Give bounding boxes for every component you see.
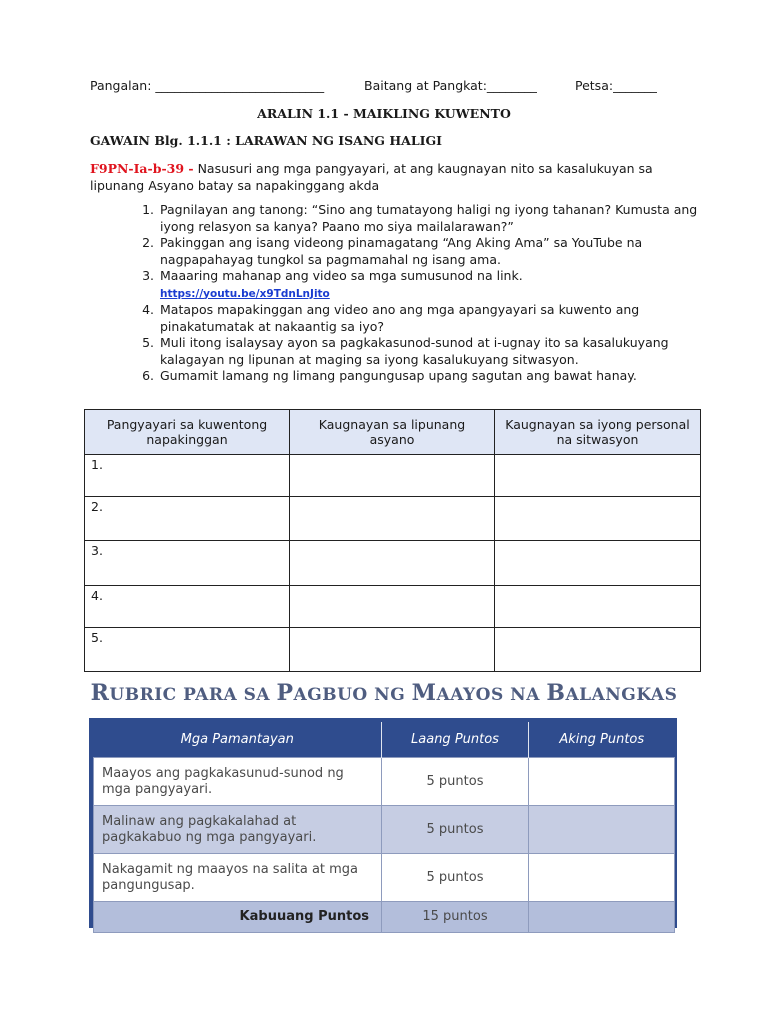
objective <box>90 160 690 194</box>
rubric-header <box>94 722 675 758</box>
answer-cell[interactable] <box>495 628 701 672</box>
rubric-title: RUBRIC PARA SA PAGBUO NG MAAYOS NA BALANGKAS <box>90 680 678 706</box>
column-header: Pangyayari sa kuwentong napakinggan <box>85 410 290 455</box>
row-number[interactable]: 4. <box>85 586 290 628</box>
points-cell: 5 puntos <box>382 806 529 854</box>
answer-cell[interactable] <box>495 455 701 497</box>
column-header: Aking Puntos <box>529 722 675 758</box>
competency-code: F9PN-Ia-b-39 - <box>90 161 194 176</box>
column-header: Laang Puntos <box>382 722 529 758</box>
column-header: Mga Pamantayan <box>94 722 382 758</box>
my-points-cell[interactable] <box>529 758 675 806</box>
column-header: Kaugnayan sa lipunang asyano <box>290 410 495 455</box>
instruction-list <box>138 202 718 385</box>
instruction-item <box>158 268 718 302</box>
name-field-label: Pangalan: ___________________________ <box>90 78 325 93</box>
instruction-item <box>158 202 718 235</box>
total-label: Kabuuang Puntos <box>94 902 382 933</box>
instruction-item <box>158 335 718 368</box>
grade-field-label: Baitang at Pangkat:________ <box>364 78 537 93</box>
table-row <box>85 541 701 586</box>
answer-cell[interactable] <box>495 586 701 628</box>
instruction-text: Gumamit lamang ng limang pangungusap upang sagutan ang bawat hanay. <box>160 368 637 383</box>
instruction-text: Muli itong isalaysay ayon sa pagkakasunod-sunod at i-ugnay ito sa kasalukuyang kalagayan ng lipunan at maging sa iyong kasalukuyang sitwasyon. <box>160 335 669 367</box>
answer-cell[interactable] <box>290 628 495 672</box>
instruction-item <box>158 235 718 268</box>
points-cell: 5 puntos <box>382 758 529 806</box>
points-cell: 5 puntos <box>382 854 529 902</box>
table-row <box>85 497 701 541</box>
row-number[interactable]: 1. <box>85 455 290 497</box>
column-header: Kaugnayan sa iyong personal na sitwasyon <box>495 410 701 455</box>
rubric-row <box>94 854 675 902</box>
answer-table-header <box>85 410 701 455</box>
answer-cell[interactable] <box>290 497 495 541</box>
table-row <box>85 455 701 497</box>
instruction-item <box>158 368 718 385</box>
total-points: 15 puntos <box>382 902 529 933</box>
criteria-cell: Malinaw ang pagkakalahad at pagkakabuo ng mga pangyayari. <box>94 806 382 854</box>
rubric-table <box>93 722 675 933</box>
instruction-item <box>158 302 718 335</box>
instruction-text: Pakinggan ang isang videong pinamagatang “Ang Aking Ama” sa YouTube na nagpapahayag tungkol sa pagmamahal ng isang ama. <box>160 235 643 267</box>
table-row <box>85 628 701 672</box>
answer-table <box>84 409 701 672</box>
answer-cell[interactable] <box>495 541 701 586</box>
row-number[interactable]: 5. <box>85 628 290 672</box>
my-points-cell[interactable] <box>529 854 675 902</box>
activity-title: GAWAIN Blg. 1.1.1 : LARAWAN NG ISANG HALIGI <box>90 133 442 148</box>
answer-cell[interactable] <box>290 586 495 628</box>
objective-text: Nasusuri ang mga pangyayari, at ang kaugnayan nito sa kasalukuyan sa lipunang Asyano batay sa napakinggang akda <box>90 161 653 193</box>
date-field-label: Petsa:_______ <box>575 78 657 93</box>
my-total-cell[interactable] <box>529 902 675 933</box>
rubric-row <box>94 806 675 854</box>
instruction-text: Matapos mapakinggan ang video ano ang mga apangyayari sa kuwento ang pinakatumatak at nakaantig sa iyo? <box>160 302 640 334</box>
rubric-row <box>94 758 675 806</box>
lesson-title: ARALIN 1.1 - MAIKLING KUWENTO <box>257 106 511 121</box>
row-number[interactable]: 3. <box>85 541 290 586</box>
rubric-total-row <box>94 902 675 933</box>
my-points-cell[interactable] <box>529 806 675 854</box>
instruction-text: Maaaring mahanap ang video sa mga sumusunod na link. <box>160 268 523 283</box>
criteria-cell: Nakagamit ng maayos na salita at mga pangungusap. <box>94 854 382 902</box>
table-row <box>85 586 701 628</box>
instruction-text: Pagnilayan ang tanong: “Sino ang tumatayong haligi ng iyong tahanan? Kumusta ang iyong relasyon sa kanya? Paano mo siya mailalarawan?” <box>160 202 698 234</box>
criteria-cell: Maayos ang pagkakasunud-sunod ng mga pangyayari. <box>94 758 382 806</box>
answer-cell[interactable] <box>495 497 701 541</box>
youtube-link[interactable]: https://youtu.be/x9TdnLnJito <box>160 287 330 300</box>
row-number[interactable]: 2. <box>85 497 290 541</box>
answer-cell[interactable] <box>290 455 495 497</box>
answer-cell[interactable] <box>290 541 495 586</box>
